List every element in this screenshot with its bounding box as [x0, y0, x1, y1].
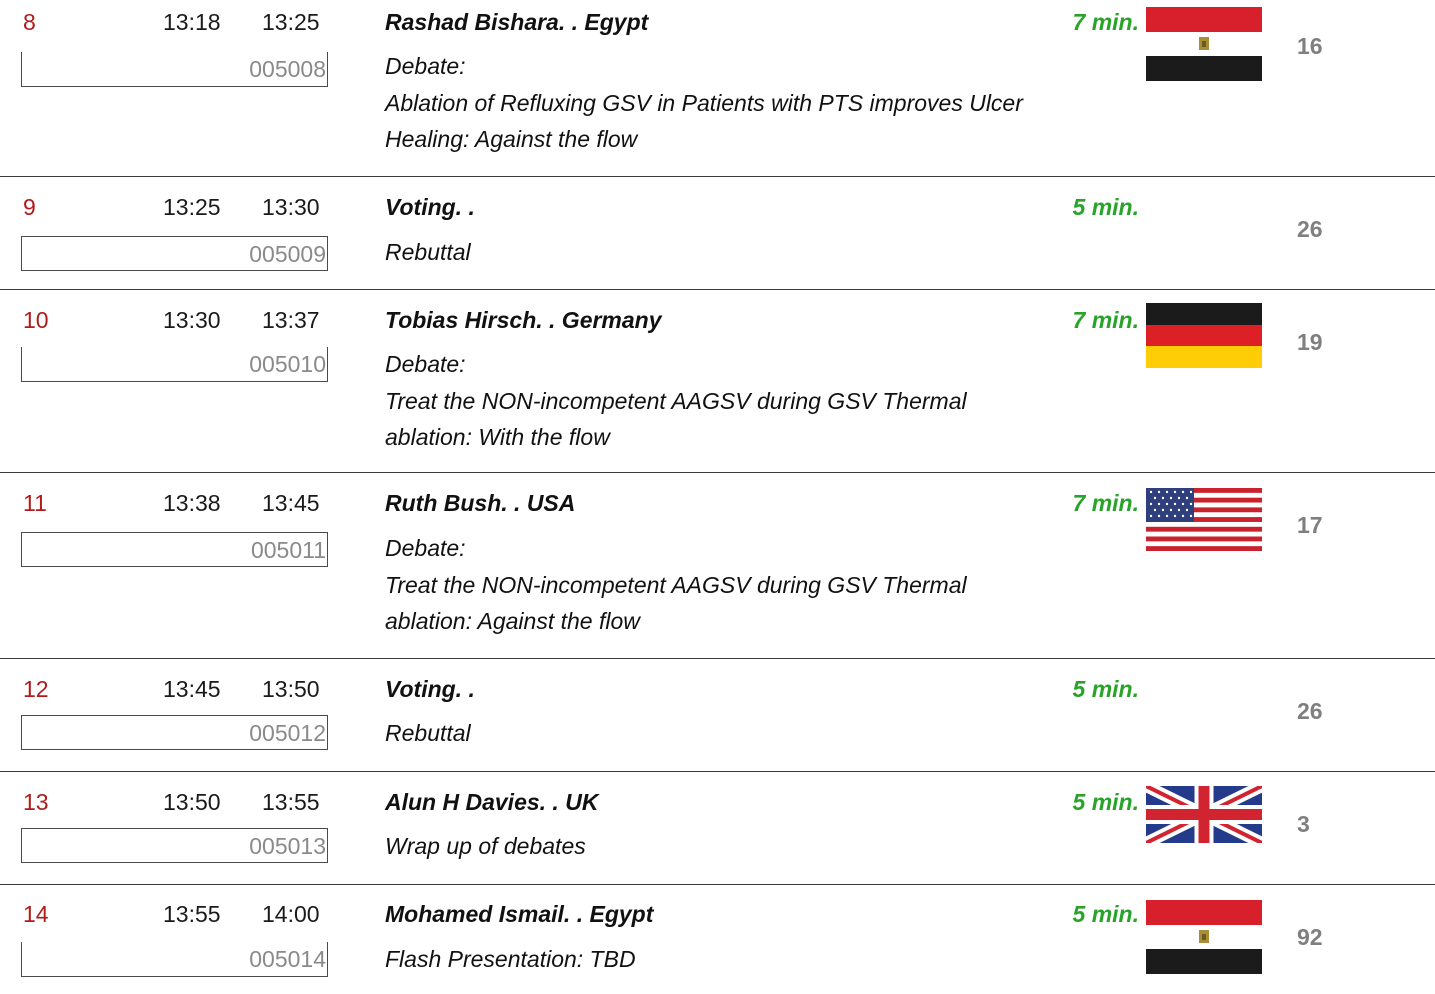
talk-description	[385, 715, 1125, 752]
table-row	[0, 885, 1435, 994]
talk-description	[385, 530, 1125, 640]
speaker-name: Voting. .	[385, 194, 475, 220]
description-line: Debate:	[385, 535, 466, 561]
count-value: 19	[1297, 329, 1323, 355]
egypt-flag-icon	[1146, 7, 1262, 81]
uk-flag-icon	[1146, 786, 1262, 843]
duration: 7 min.	[1072, 9, 1139, 35]
duration: 7 min.	[1072, 490, 1139, 516]
abstract-code-field[interactable]: 005013	[21, 828, 328, 863]
talk-description	[385, 234, 1125, 271]
end-time: 13:37	[262, 307, 320, 333]
speaker-name: Tobias Hirsch. . Germany	[385, 307, 662, 333]
count-value: 17	[1297, 512, 1323, 538]
description-line: Treat the NON-incompetent AAGSV during GSV Thermal	[385, 387, 967, 414]
speaker-name: Rashad Bishara. . Egypt	[385, 9, 649, 35]
description-line: Flash Presentation: TBD	[385, 946, 636, 972]
count-value: 16	[1297, 33, 1323, 59]
end-time: 13:50	[262, 676, 320, 702]
end-time: 13:30	[262, 194, 320, 220]
description-line: ablation: Against the flow	[385, 608, 640, 634]
abstract-code-field[interactable]: 005011	[21, 532, 328, 567]
end-time: 14:00	[262, 901, 320, 927]
start-time: 13:50	[163, 789, 221, 815]
description-line: ablation: With the flow	[385, 424, 610, 450]
duration: 5 min.	[1072, 194, 1139, 220]
description-line: Rebuttal	[385, 239, 471, 265]
end-time: 13:45	[262, 490, 320, 516]
item-number: 14	[23, 901, 49, 927]
abstract-code-field[interactable]: 005014	[21, 942, 328, 977]
description-line: Healing: Against the flow	[385, 126, 638, 152]
speaker-name: Ruth Bush. . USA	[385, 490, 576, 516]
speaker-name: Voting. .	[385, 676, 475, 702]
item-number: 13	[23, 789, 49, 815]
count-value: 26	[1297, 216, 1323, 242]
talk-description	[385, 346, 1125, 456]
table-row	[0, 772, 1435, 884]
duration: 5 min.	[1072, 789, 1139, 815]
talk-description	[385, 828, 1125, 865]
item-number: 9	[23, 194, 36, 220]
description-line: Treat the NON-incompetent AAGSV during GSV Thermal	[385, 571, 967, 598]
start-time: 13:38	[163, 490, 221, 516]
germany-flag-icon	[1146, 303, 1262, 368]
talk-description	[385, 48, 1125, 158]
abstract-code-field[interactable]: 005010	[21, 347, 328, 382]
abstract-code-field[interactable]: 005008	[21, 52, 328, 87]
description-line: Ablation of Refluxing GSV in Patients with PTS improves Ulcer	[385, 89, 1023, 116]
start-time: 13:25	[163, 194, 221, 220]
end-time: 13:55	[262, 789, 320, 815]
item-number: 12	[23, 676, 49, 702]
description-line: Wrap up of debates	[385, 833, 586, 859]
start-time: 13:45	[163, 676, 221, 702]
speaker-name: Alun H Davies. . UK	[385, 789, 599, 815]
item-number: 8	[23, 9, 36, 35]
count-value: 3	[1297, 811, 1310, 837]
table-row	[0, 473, 1435, 658]
abstract-code-field[interactable]: 005009	[21, 236, 328, 271]
description-line: Rebuttal	[385, 720, 471, 746]
duration: 7 min.	[1072, 307, 1139, 333]
count-value: 92	[1297, 924, 1323, 950]
start-time: 13:18	[163, 9, 221, 35]
item-number: 10	[23, 307, 49, 333]
start-time: 13:55	[163, 901, 221, 927]
description-line: Debate:	[385, 53, 466, 79]
table-row	[0, 290, 1435, 472]
usa-flag-icon	[1146, 488, 1262, 551]
table-row	[0, 177, 1435, 289]
table-row	[0, 0, 1435, 176]
end-time: 13:25	[262, 9, 320, 35]
count-value: 26	[1297, 698, 1323, 724]
table-row	[0, 659, 1435, 771]
egypt-flag-icon	[1146, 900, 1262, 974]
speaker-name: Mohamed Ismail. . Egypt	[385, 901, 654, 927]
abstract-code-field[interactable]: 005012	[21, 715, 328, 750]
description-line: Debate:	[385, 351, 466, 377]
duration: 5 min.	[1072, 901, 1139, 927]
duration: 5 min.	[1072, 676, 1139, 702]
start-time: 13:30	[163, 307, 221, 333]
item-number: 11	[23, 490, 47, 516]
talk-description	[385, 941, 1125, 978]
